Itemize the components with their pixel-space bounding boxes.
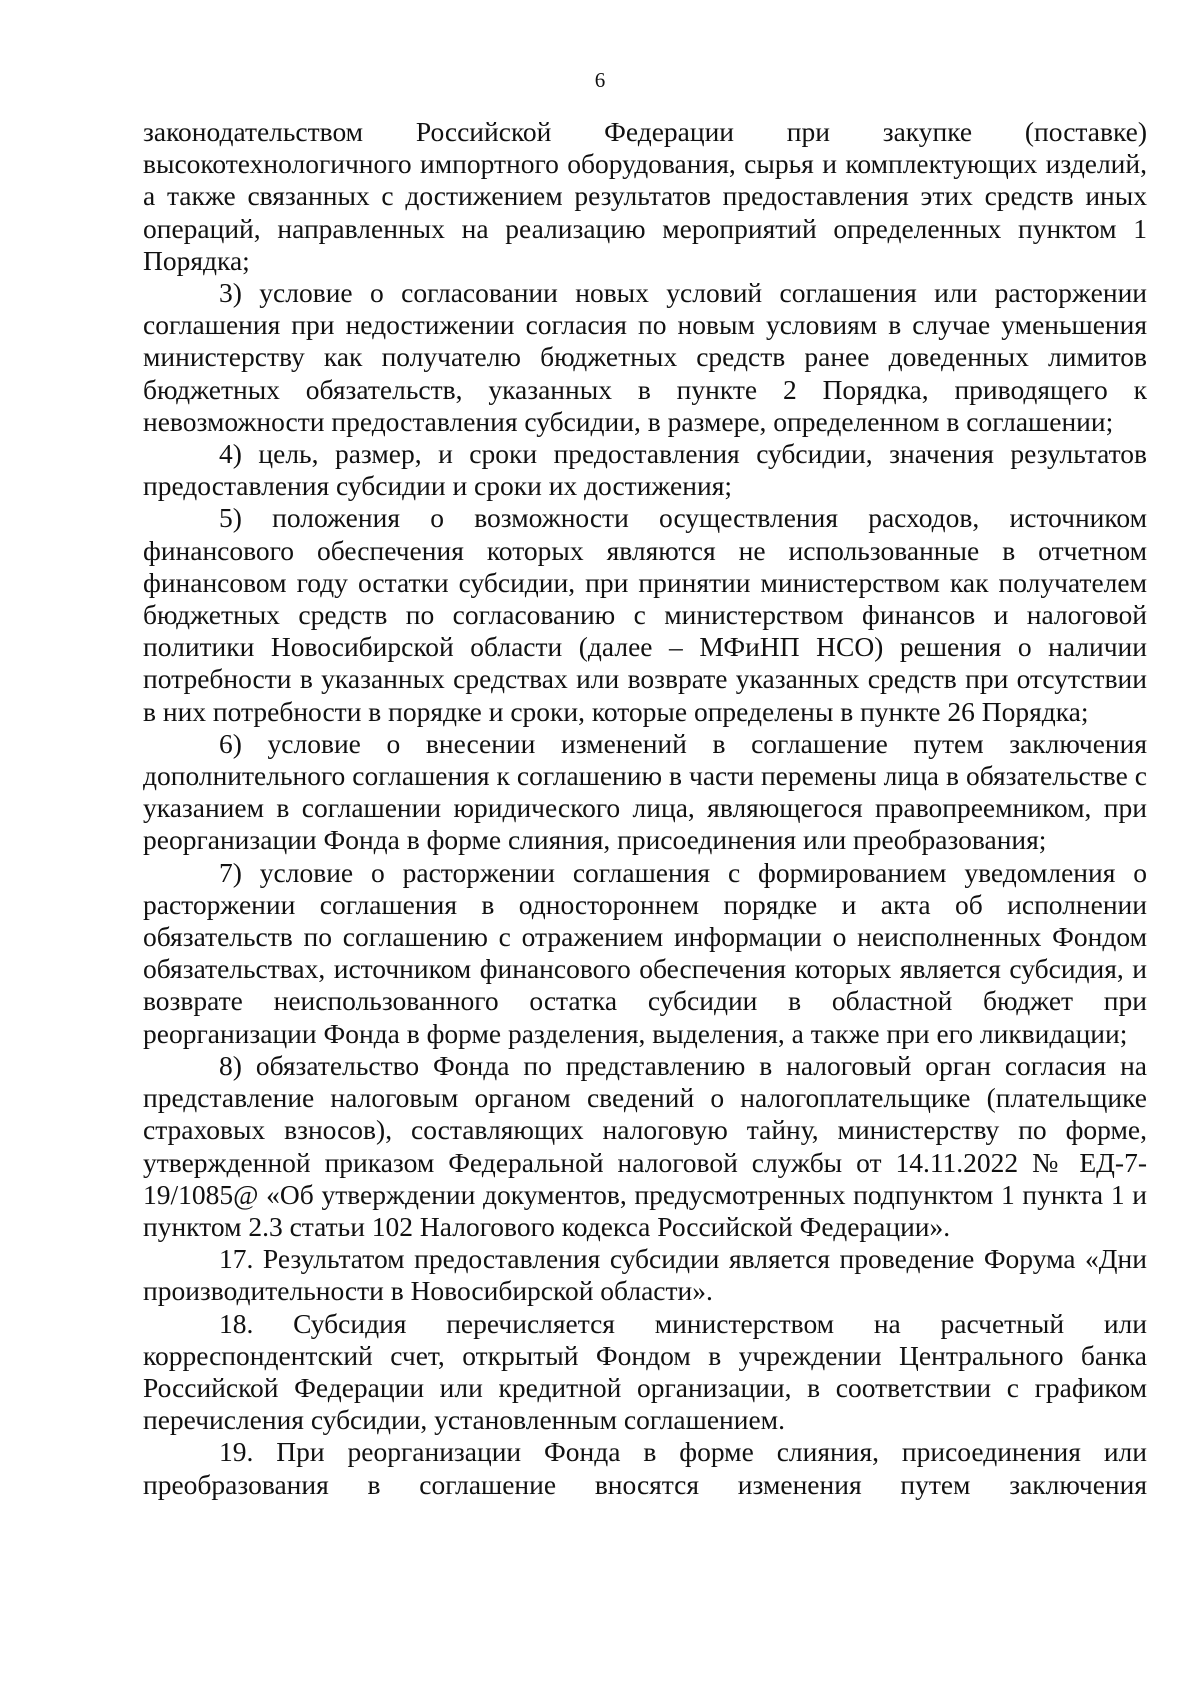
- paragraph-item-8: 8) обязательство Фонда по представлению в налоговый орган согласия на представление налоговым органом сведений о налогоплательщике (плательщике страховых взносов), составляющих налоговую тайну, министерству по форме, утвержденной приказом Федеральной налоговой службы от 14.11.2022 № ЕД-7-19/1085@ «Об утверждении документов, предусмотренных подпунктом 1 пункта 1 и пунктом 2.3 статьи 102 Налогового кодекса Российской Федерации».: [143, 1049, 1147, 1242]
- page-number: 6: [594, 68, 606, 92]
- paragraph-clause-18: 18. Субсидия перечисляется министерством на расчетный или корреспондентский счет, открытый Фондом в учреждении Центрального банка Российской Федерации или кредитной организации, в соответствии с графиком перечисления субсидии, установленным соглашением.: [143, 1307, 1147, 1436]
- paragraph-clause-17: 17. Результатом предоставления субсидии является проведение Форума «Дни производительности в Новосибирской области».: [143, 1243, 1147, 1307]
- paragraph-continuation: законодательством Российской Федерации при закупке (поставке) высокотехнологичного импортного оборудования, сырья и комплектующих изделий, а также связанных с достижением результатов предоставления этих средств иных операций, направленных на реализацию мероприятий определенных пунктом 1 Порядка;: [143, 116, 1147, 276]
- paragraph-item-6: 6) условие о внесении изменений в соглашение путем заключения дополнительного соглашения к соглашению в части перемены лица в обязательстве с указанием в соглашении юридического лица, являющегося правопреемником, при реорганизации Фонда в форме слияния, присоединения или преобразования;: [143, 727, 1147, 856]
- paragraph-item-3: 3) условие о согласовании новых условий соглашения или расторжении соглашения при недостижении согласия по новым условиям в случае уменьшения министерству как получателю бюджетных средств ранее доведенных лимитов бюджетных обязательств, указанных в пункте 2 Порядка, приводящего к невозможности предоставления субсидии, в размере, определенном в соглашении;: [143, 277, 1147, 437]
- document-body: [143, 116, 1147, 1501]
- paragraph-item-4: 4) цель, размер, и сроки предоставления субсидии, значения результатов предоставления субсидии и сроки их достижения;: [143, 438, 1147, 502]
- paragraph-item-7: 7) условие о расторжении соглашения с формированием уведомления о расторжении соглашения в одностороннем порядке и акта об исполнении обязательств по соглашению с отражением информации о неисполненных Фондом обязательствах, источником финансового обеспечения которых является субсидия, и возврате неиспользованного остатка субсидии в областной бюджет при реорганизации Фонда в форме разделения, выделения, а также при его ликвидации;: [143, 856, 1147, 1049]
- paragraph-item-5: 5) положения о возможности осуществления расходов, источником финансового обеспечения которых являются не использованные в отчетном финансовом году остатки субсидии, при принятии министерством как получателем бюджетных средств по согласованию с министерством финансов и налоговой политики Новосибирской области (далее – МФиНП НСО) решения о наличии потребности в указанных средствах или возврате указанных средств при отсутствии в них потребности в порядке и сроки, которые определены в пункте 26 Порядка;: [143, 502, 1147, 727]
- paragraph-clause-19: 19. При реорганизации Фонда в форме слияния, присоединения или преобразования в соглашение вносятся изменения путем заключения: [143, 1436, 1147, 1500]
